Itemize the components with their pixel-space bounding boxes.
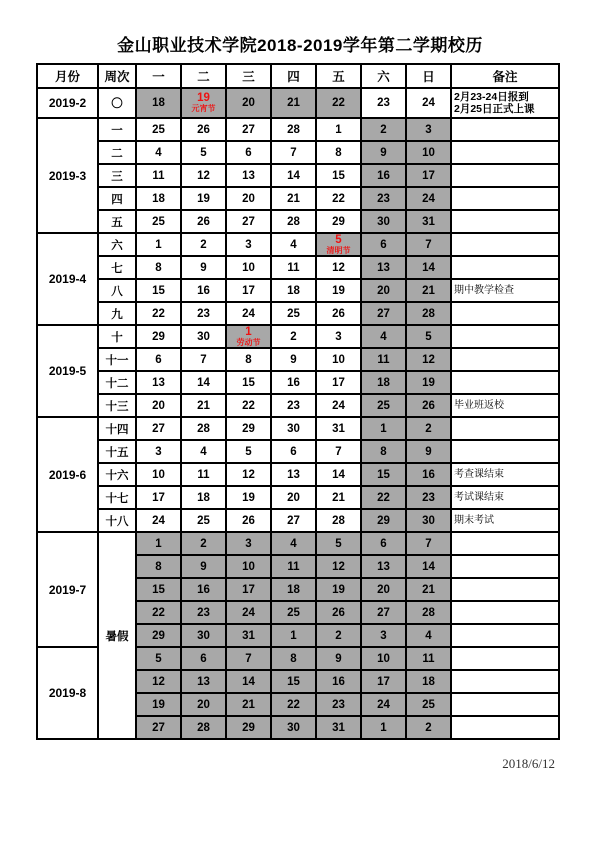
column-header: 一	[136, 64, 181, 88]
day-cell: 27	[136, 417, 181, 440]
remark-line: 考试课结束	[454, 491, 504, 503]
day-cell: 20	[226, 88, 271, 118]
day-cell: 24	[406, 187, 451, 210]
day-cell: 13	[271, 463, 316, 486]
day-cell: 29	[136, 624, 181, 647]
holiday-label: 清明节	[326, 245, 351, 255]
day-cell: 20	[361, 279, 406, 302]
remark-cell	[451, 693, 559, 716]
holiday-label: 劳动节	[236, 337, 261, 347]
day-cell: 23	[361, 187, 406, 210]
holiday-day-number: 1	[245, 325, 252, 338]
week-cell: 〇	[98, 88, 136, 118]
day-cell: 23	[271, 394, 316, 417]
day-cell: 26	[316, 601, 361, 624]
calendar-row	[37, 302, 559, 325]
column-header: 四	[271, 64, 316, 88]
day-cell: 18	[406, 670, 451, 693]
day-cell: 15	[226, 371, 271, 394]
remark-line: 毕业班返校	[454, 399, 504, 411]
day-cell: 10	[406, 141, 451, 164]
day-cell: 24	[406, 88, 451, 118]
calendar-row	[37, 325, 559, 348]
calendar-row	[37, 88, 559, 118]
day-cell: 12	[316, 555, 361, 578]
day-cell: 16	[406, 463, 451, 486]
day-cell: 18	[361, 371, 406, 394]
day-cell: 14	[181, 371, 226, 394]
day-cell: 21	[271, 187, 316, 210]
day-cell: 10	[361, 647, 406, 670]
day-cell: 11	[406, 647, 451, 670]
calendar-row	[37, 256, 559, 279]
day-cell: 28	[316, 509, 361, 532]
week-cell: 一	[98, 118, 136, 141]
day-cell: 24	[226, 601, 271, 624]
day-cell: 18	[271, 279, 316, 302]
header-row	[37, 64, 559, 88]
day-cell: 11	[181, 463, 226, 486]
day-cell: 12	[316, 256, 361, 279]
day-cell: 7	[226, 647, 271, 670]
day-cell: 9	[316, 647, 361, 670]
column-header: 五	[316, 64, 361, 88]
day-cell	[181, 88, 226, 118]
day-cell: 2	[406, 716, 451, 739]
day-cell: 19	[136, 693, 181, 716]
day-cell: 9	[181, 555, 226, 578]
day-cell: 30	[181, 624, 226, 647]
day-cell: 13	[226, 164, 271, 187]
day-cell: 26	[181, 118, 226, 141]
day-cell: 21	[406, 578, 451, 601]
month-cell: 2019-4	[37, 233, 98, 325]
day-cell: 10	[226, 555, 271, 578]
day-cell: 27	[226, 118, 271, 141]
day-cell: 21	[316, 486, 361, 509]
remark-cell	[451, 670, 559, 693]
day-cell: 4	[271, 233, 316, 256]
day-cell: 12	[136, 670, 181, 693]
day-cell: 2	[271, 325, 316, 348]
day-cell: 13	[181, 670, 226, 693]
day-cell: 29	[226, 417, 271, 440]
day-cell: 31	[226, 624, 271, 647]
day-cell: 7	[181, 348, 226, 371]
day-cell: 30	[406, 509, 451, 532]
calendar-row	[37, 509, 559, 532]
day-cell: 22	[316, 187, 361, 210]
day-cell: 16	[181, 279, 226, 302]
day-cell: 1	[136, 233, 181, 256]
day-cell: 6	[271, 440, 316, 463]
day-cell: 6	[181, 647, 226, 670]
day-cell: 5	[136, 647, 181, 670]
day-cell: 9	[361, 141, 406, 164]
day-cell: 30	[271, 716, 316, 739]
day-cell: 13	[361, 555, 406, 578]
day-cell: 13	[361, 256, 406, 279]
day-cell: 4	[181, 440, 226, 463]
day-cell: 30	[181, 325, 226, 348]
day-cell: 2	[181, 233, 226, 256]
day-cell: 11	[136, 164, 181, 187]
day-cell: 22	[226, 394, 271, 417]
day-cell: 8	[271, 647, 316, 670]
calendar-row	[37, 164, 559, 187]
day-cell: 25	[406, 693, 451, 716]
day-cell: 3	[226, 532, 271, 555]
day-cell: 11	[271, 555, 316, 578]
day-cell: 8	[226, 348, 271, 371]
week-cell: 十四	[98, 417, 136, 440]
day-cell: 12	[181, 164, 226, 187]
day-cell: 27	[136, 716, 181, 739]
week-cell: 三	[98, 164, 136, 187]
day-cell: 3	[361, 624, 406, 647]
remark-cell	[451, 348, 559, 371]
remark-cell	[451, 509, 559, 532]
column-header: 周次	[98, 64, 136, 88]
day-cell: 29	[226, 716, 271, 739]
day-cell: 14	[316, 463, 361, 486]
remark-line: 考查课结束	[454, 468, 504, 480]
day-cell: 6	[136, 348, 181, 371]
month-cell: 2019-6	[37, 417, 98, 532]
page-title: 金山职业技术学院2018-2019学年第二学期校历	[117, 36, 483, 55]
day-cell: 28	[271, 210, 316, 233]
remark-cell	[451, 716, 559, 739]
day-cell: 5	[316, 532, 361, 555]
day-cell: 24	[316, 394, 361, 417]
day-cell	[226, 325, 271, 348]
remark-cell	[451, 325, 559, 348]
day-cell: 25	[136, 118, 181, 141]
month-cell: 2019-3	[37, 118, 98, 233]
day-cell: 1	[316, 118, 361, 141]
calendar-row	[37, 279, 559, 302]
week-cell: 十三	[98, 394, 136, 417]
day-cell: 2	[406, 417, 451, 440]
day-cell: 6	[361, 532, 406, 555]
calendar-row	[37, 187, 559, 210]
day-cell: 15	[271, 670, 316, 693]
week-cell: 六	[98, 233, 136, 256]
week-cell: 五	[98, 210, 136, 233]
calendar-row	[37, 118, 559, 141]
remark-cell	[451, 279, 559, 302]
day-cell: 23	[181, 601, 226, 624]
remark-line: 2月23-24日报到	[454, 91, 529, 103]
column-header: 月份	[37, 64, 98, 88]
day-cell: 19	[181, 187, 226, 210]
day-cell: 19	[406, 371, 451, 394]
day-cell: 5	[181, 141, 226, 164]
week-cell: 二	[98, 141, 136, 164]
day-cell: 27	[361, 302, 406, 325]
day-cell: 22	[316, 88, 361, 118]
day-cell: 10	[316, 348, 361, 371]
day-cell: 29	[361, 509, 406, 532]
remark-cell	[451, 118, 559, 141]
column-header: 二	[181, 64, 226, 88]
remark-cell	[451, 187, 559, 210]
day-cell: 24	[136, 509, 181, 532]
week-cell: 九	[98, 302, 136, 325]
day-cell: 28	[406, 601, 451, 624]
day-cell: 9	[406, 440, 451, 463]
day-cell: 3	[406, 118, 451, 141]
column-header: 日	[406, 64, 451, 88]
remark-cell	[451, 302, 559, 325]
week-cell: 七	[98, 256, 136, 279]
day-cell: 20	[181, 693, 226, 716]
day-cell: 9	[271, 348, 316, 371]
remark-cell	[451, 417, 559, 440]
day-cell: 18	[271, 578, 316, 601]
calendar-row	[37, 348, 559, 371]
day-cell	[316, 233, 361, 256]
week-cell: 八	[98, 279, 136, 302]
week-cell: 十二	[98, 371, 136, 394]
calendar-table	[36, 63, 560, 740]
day-cell: 4	[136, 141, 181, 164]
day-cell: 14	[226, 670, 271, 693]
day-cell: 30	[271, 417, 316, 440]
day-cell: 7	[406, 532, 451, 555]
month-cell: 2019-8	[37, 647, 98, 739]
day-cell: 22	[271, 693, 316, 716]
day-cell: 22	[136, 302, 181, 325]
remark-cell	[451, 647, 559, 670]
day-cell: 11	[271, 256, 316, 279]
day-cell: 17	[406, 164, 451, 187]
day-cell: 10	[136, 463, 181, 486]
calendar-row	[37, 463, 559, 486]
day-cell: 15	[136, 578, 181, 601]
remark-cell	[451, 256, 559, 279]
day-cell: 1	[361, 716, 406, 739]
day-cell: 17	[226, 279, 271, 302]
day-cell: 22	[361, 486, 406, 509]
holiday-day-number: 19	[197, 92, 210, 104]
day-cell: 31	[406, 210, 451, 233]
day-cell: 26	[226, 509, 271, 532]
day-cell: 7	[271, 141, 316, 164]
day-cell: 28	[271, 118, 316, 141]
day-cell: 21	[226, 693, 271, 716]
day-cell: 14	[406, 555, 451, 578]
day-cell: 4	[361, 325, 406, 348]
calendar-row	[37, 486, 559, 509]
remark-cell	[451, 233, 559, 256]
day-cell: 3	[136, 440, 181, 463]
day-cell: 2	[316, 624, 361, 647]
day-cell: 20	[136, 394, 181, 417]
column-header: 备注	[451, 64, 559, 88]
day-cell: 19	[316, 578, 361, 601]
column-header: 六	[361, 64, 406, 88]
week-cell: 十五	[98, 440, 136, 463]
day-cell: 25	[136, 210, 181, 233]
remark-cell	[451, 371, 559, 394]
day-cell: 25	[271, 302, 316, 325]
day-cell: 20	[361, 578, 406, 601]
day-cell: 27	[271, 509, 316, 532]
day-cell: 27	[226, 210, 271, 233]
day-cell: 1	[361, 417, 406, 440]
day-cell: 8	[316, 141, 361, 164]
day-cell: 23	[406, 486, 451, 509]
remark-cell	[451, 601, 559, 624]
day-cell: 15	[136, 279, 181, 302]
day-cell: 5	[226, 440, 271, 463]
day-cell: 31	[316, 417, 361, 440]
day-cell: 28	[181, 417, 226, 440]
day-cell: 17	[226, 578, 271, 601]
day-cell: 23	[316, 693, 361, 716]
calendar-row	[37, 532, 559, 555]
remark-cell	[451, 440, 559, 463]
day-cell: 17	[316, 371, 361, 394]
day-cell: 23	[361, 88, 406, 118]
day-cell: 7	[316, 440, 361, 463]
week-cell: 四	[98, 187, 136, 210]
remark-cell	[451, 210, 559, 233]
remark-cell	[451, 624, 559, 647]
day-cell: 20	[226, 187, 271, 210]
remark-line: 期末考试	[454, 514, 494, 526]
day-cell: 5	[406, 325, 451, 348]
day-cell: 29	[316, 210, 361, 233]
remark-cell	[451, 463, 559, 486]
remark-cell	[451, 88, 559, 118]
day-cell: 25	[181, 509, 226, 532]
day-cell: 3	[226, 233, 271, 256]
day-cell: 19	[316, 279, 361, 302]
day-cell: 18	[136, 88, 181, 118]
remark-cell	[451, 141, 559, 164]
day-cell: 27	[361, 601, 406, 624]
day-cell: 29	[136, 325, 181, 348]
day-cell: 8	[136, 555, 181, 578]
day-cell: 26	[406, 394, 451, 417]
calendar-body	[37, 88, 559, 739]
day-cell: 8	[361, 440, 406, 463]
day-cell: 16	[316, 670, 361, 693]
day-cell: 3	[316, 325, 361, 348]
day-cell: 31	[316, 716, 361, 739]
month-cell: 2019-5	[37, 325, 98, 417]
day-cell: 11	[361, 348, 406, 371]
calendar-row	[37, 141, 559, 164]
day-cell: 12	[226, 463, 271, 486]
day-cell: 16	[271, 371, 316, 394]
day-cell: 17	[136, 486, 181, 509]
day-cell: 24	[226, 302, 271, 325]
day-cell: 1	[136, 532, 181, 555]
day-cell: 18	[136, 187, 181, 210]
day-cell: 4	[271, 532, 316, 555]
day-cell: 25	[361, 394, 406, 417]
day-cell: 14	[271, 164, 316, 187]
remark-cell	[451, 394, 559, 417]
day-cell: 6	[361, 233, 406, 256]
day-cell: 7	[406, 233, 451, 256]
day-cell: 28	[406, 302, 451, 325]
remark-cell	[451, 486, 559, 509]
day-cell: 16	[181, 578, 226, 601]
day-cell: 17	[361, 670, 406, 693]
month-cell: 2019-7	[37, 532, 98, 647]
remark-cell	[451, 532, 559, 555]
week-cell: 十六	[98, 463, 136, 486]
calendar-row	[37, 417, 559, 440]
day-cell: 1	[271, 624, 316, 647]
week-cell: 十八	[98, 509, 136, 532]
week-cell: 十	[98, 325, 136, 348]
remark-cell	[451, 555, 559, 578]
day-cell: 12	[406, 348, 451, 371]
day-cell: 25	[271, 601, 316, 624]
day-cell: 18	[181, 486, 226, 509]
holiday-day-number: 5	[335, 233, 342, 246]
day-cell: 21	[406, 279, 451, 302]
day-cell: 26	[316, 302, 361, 325]
day-cell: 26	[181, 210, 226, 233]
column-header: 三	[226, 64, 271, 88]
day-cell: 2	[181, 532, 226, 555]
remark-cell	[451, 578, 559, 601]
day-cell: 24	[361, 693, 406, 716]
day-cell: 21	[271, 88, 316, 118]
day-cell: 30	[361, 210, 406, 233]
holiday-label: 元宵节	[191, 104, 216, 113]
calendar-row	[37, 210, 559, 233]
remark-line: 期中教学检查	[454, 284, 514, 296]
week-cell: 十七	[98, 486, 136, 509]
day-cell: 14	[406, 256, 451, 279]
week-cell: 十一	[98, 348, 136, 371]
remark-line: 2月25日正式上课	[454, 103, 535, 115]
day-cell: 4	[406, 624, 451, 647]
day-cell: 19	[226, 486, 271, 509]
day-cell: 16	[361, 164, 406, 187]
month-cell: 2019-2	[37, 88, 98, 118]
remark-cell	[451, 164, 559, 187]
day-cell: 9	[181, 256, 226, 279]
day-cell: 22	[136, 601, 181, 624]
day-cell: 2	[361, 118, 406, 141]
day-cell: 6	[226, 141, 271, 164]
calendar-row	[37, 233, 559, 256]
day-cell: 15	[361, 463, 406, 486]
day-cell: 23	[181, 302, 226, 325]
day-cell: 8	[136, 256, 181, 279]
day-cell: 10	[226, 256, 271, 279]
day-cell: 13	[136, 371, 181, 394]
footer-date: 2018/6/12	[502, 756, 555, 771]
calendar-row	[37, 394, 559, 417]
calendar-row	[37, 440, 559, 463]
day-cell: 28	[181, 716, 226, 739]
day-cell: 21	[181, 394, 226, 417]
day-cell: 15	[316, 164, 361, 187]
day-cell: 20	[271, 486, 316, 509]
summer-vacation-cell: 暑假	[98, 532, 136, 739]
calendar-row	[37, 371, 559, 394]
